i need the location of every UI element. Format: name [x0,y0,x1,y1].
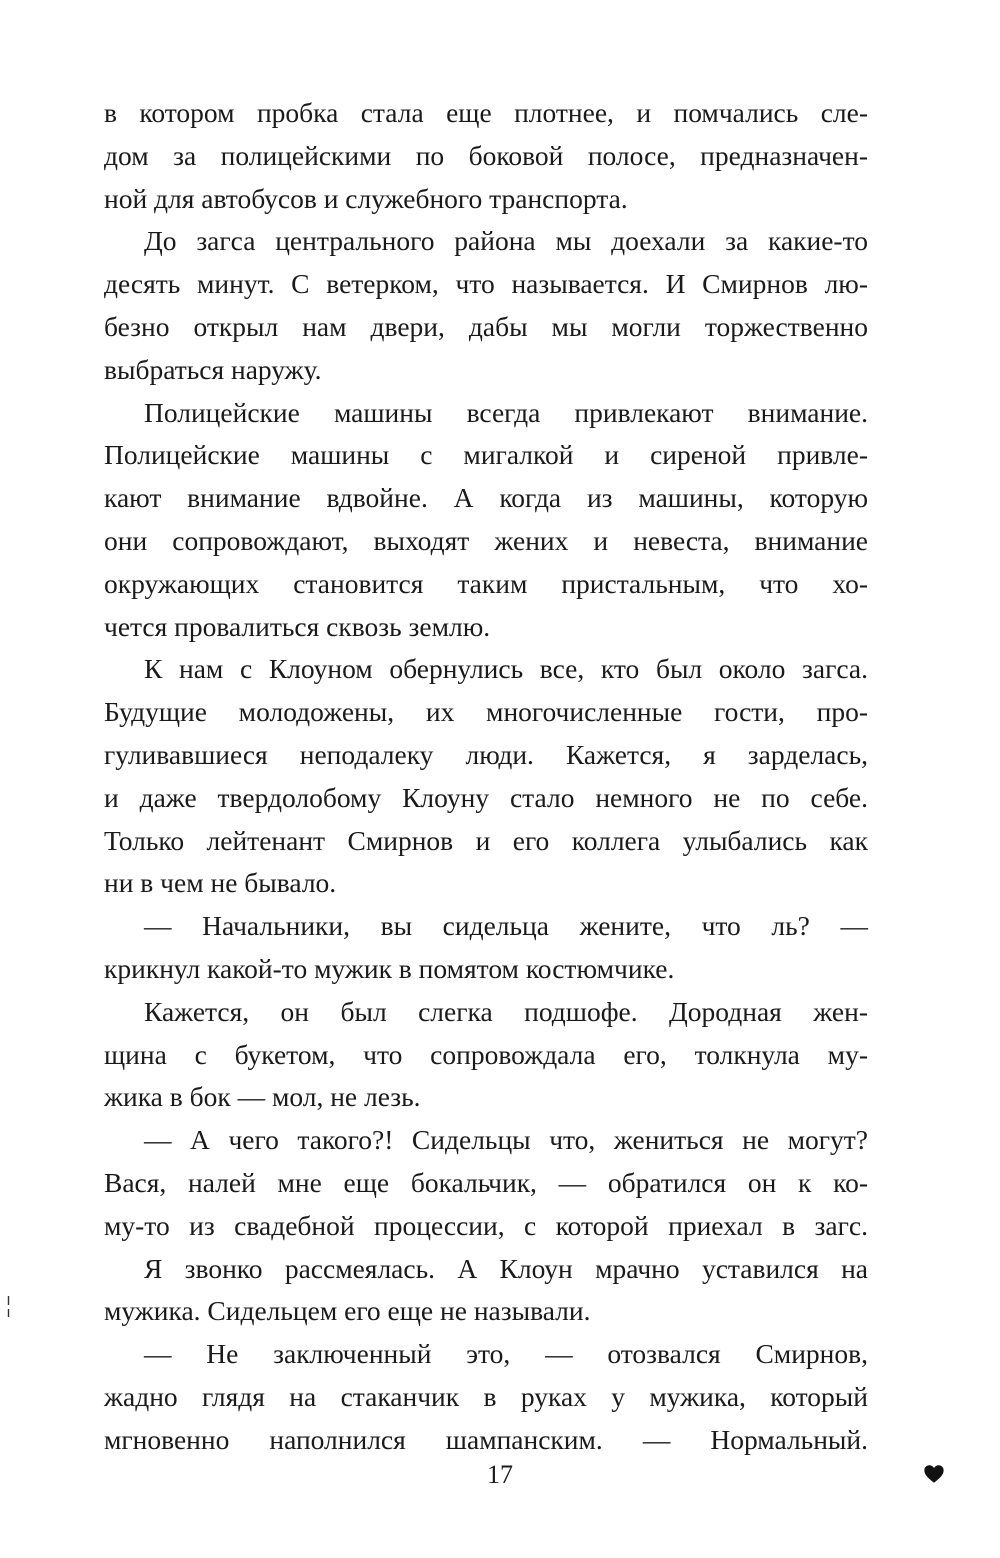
text-line: ни в чем не бывало. [104,867,337,899]
text-line: ной для автобусов и служебного транспорта. [104,182,628,214]
text-line: они сопровождают, выходят жених и невеста, внимание [104,524,868,556]
text-line: Полицейские машины всегда привлекают внимание. [144,396,868,428]
text-line: — Не заключенный это, — отозвался Смирнов, [144,1338,868,1370]
text-line: безно открыл нам двери, дабы мы могли торжественно [104,310,868,342]
body-text [104,92,868,1462]
text-line: му-то из свадебной процессии, с которой приехал в загс. [104,1209,868,1241]
text-line: — А чего такого?! Сидельцы что, жениться не могут? [144,1124,868,1156]
text-line: Я звонко рассмеялась. А Клоун мрачно уставился на [144,1252,868,1284]
text-line: десять минут. С ветерком, что называется. И Смирнов лю- [104,268,868,300]
text-line: и даже твердолобому Клоуну стало немного не по себе. [104,781,868,813]
text-line: дом за полицейскими по боковой полосе, предназначен- [104,139,868,171]
text-line: — Начальники, вы сидельца жените, что ль? — [144,910,868,942]
text-line: мужика. Сидельцем его еще не называли. [104,1295,591,1327]
text-line: Будущие молодожены, их многочисленные гости, про- [104,696,868,728]
text-line: мгновенно наполнился шампанским. — Нормальный. [104,1423,868,1455]
margin-mark [7,1296,10,1320]
text-line: Полицейские машины с мигалкой и сиреной привле- [104,439,868,471]
text-line: кают внимание вдвойне. А когда из машины, которую [104,482,868,514]
text-line: Только лейтенант Смирнов и его коллега улыбались как [104,824,868,856]
text-line: щина с букетом, что сопровождала его, толкнула му- [104,1038,868,1070]
text-line: Вася, налей мне еще бокальчик, — обратился он к ко- [104,1166,868,1198]
text-line: выбраться наружу. [104,353,322,385]
text-line: окружающих становится таким пристальным, что хо- [104,567,868,599]
text-line: крикнул какой-то мужик в помятом костюмчике. [104,952,675,984]
text-line: жадно глядя на стаканчик в руках у мужика, который [104,1380,868,1412]
text-line: в котором пробка стала еще плотнее, и помчались сле- [104,97,868,128]
page-number: 17 [487,1460,513,1489]
text-line: До загса центрального района мы доехали за какие-то [144,225,868,257]
text-line: жика в бок — мол, не лезь. [104,1081,421,1113]
text-line: Кажется, он был слегка подшофе. Дородная жен- [144,995,868,1027]
text-line: гуливавшиеся неподалеку люди. Кажется, я зарделась, [104,738,868,770]
text-line: К нам с Клоуном обернулись все, кто был около загса. [144,653,868,685]
heart-icon [923,1463,945,1485]
text-line: чется провалиться сквозь землю. [104,610,491,642]
